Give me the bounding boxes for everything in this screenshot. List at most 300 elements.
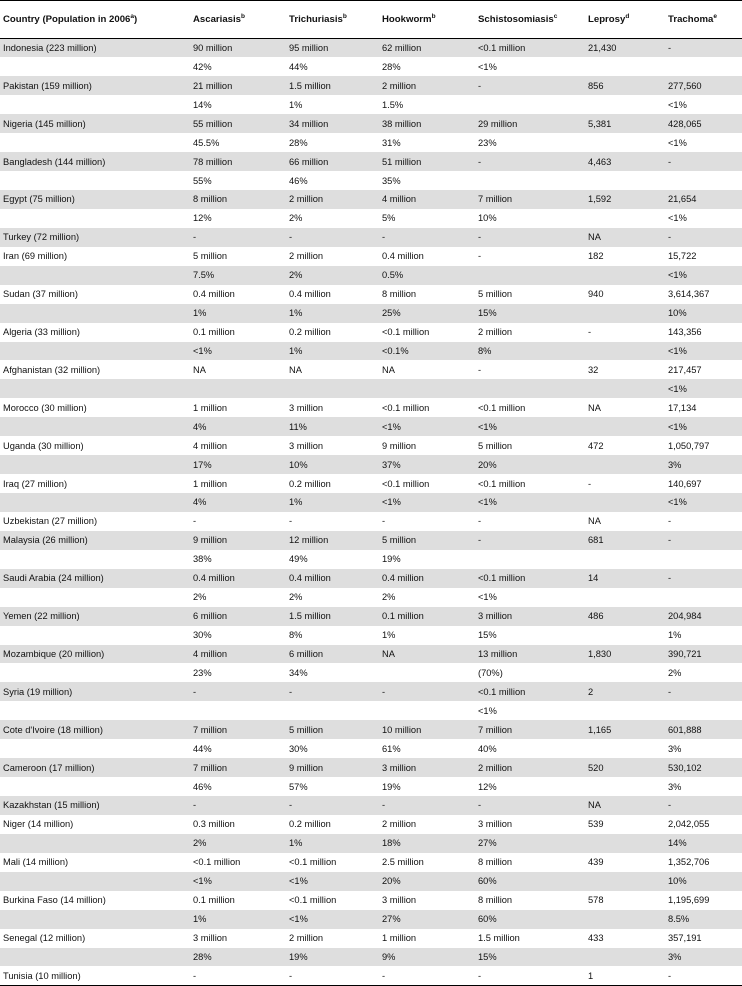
value-cell [475, 171, 585, 190]
value-cell: <1% [190, 342, 286, 361]
value-cell: <1% [286, 910, 379, 929]
value-cell: 681 [585, 531, 665, 550]
value-cell: 7 million [475, 190, 585, 209]
country-cell [0, 417, 190, 436]
value-cell: 10 million [379, 720, 475, 739]
value-cell: - [475, 531, 585, 550]
value-cell: <1% [668, 213, 687, 224]
value-cell: 1,050,797 [668, 440, 710, 451]
table-row [0, 739, 742, 758]
table-row [0, 209, 742, 228]
country-cell: Iraq (27 million) [3, 478, 68, 489]
value-cell [585, 304, 665, 323]
value-cell: 6 million [190, 607, 286, 626]
value-cell: 0.4 million [193, 289, 235, 300]
value-cell: 40% [478, 743, 497, 754]
value-cell: 1 million [382, 933, 417, 944]
value-cell: 4 million [190, 645, 286, 664]
value-cell: 10% [665, 304, 742, 323]
value-cell: - [286, 228, 379, 247]
country-cell [0, 663, 190, 682]
value-cell: 486 [585, 607, 665, 626]
value-cell: 472 [588, 440, 604, 451]
table-row [0, 360, 742, 379]
table-row [0, 626, 742, 645]
table-row [0, 645, 742, 664]
value-cell: 143,356 [668, 327, 702, 338]
table-row [0, 436, 742, 455]
value-cell: 439 [588, 857, 604, 868]
value-cell: NA [585, 228, 665, 247]
country-cell: Algeria (33 million) [3, 327, 80, 338]
value-cell: 19% [382, 554, 401, 565]
country-cell: Senegal (12 million) [3, 933, 86, 944]
value-cell: 42% [193, 61, 212, 72]
value-cell [475, 95, 585, 114]
value-cell [585, 701, 665, 720]
value-cell: 5 million [286, 720, 379, 739]
value-cell: 3% [665, 948, 742, 967]
value-cell: 2% [289, 592, 303, 603]
value-cell: 578 [588, 895, 604, 906]
value-cell: 4 million [193, 440, 228, 451]
country-cell: Sudan (37 million) [3, 289, 78, 300]
country-cell [0, 493, 190, 512]
value-cell: 13 million [475, 645, 585, 664]
value-cell: - [475, 796, 585, 815]
column-header: Leprosy$^d$ [585, 1, 665, 39]
value-cell [585, 948, 665, 967]
value-cell: 3 million [193, 933, 228, 944]
value-cell: - [475, 966, 585, 985]
value-cell [665, 171, 742, 190]
country-cell [0, 910, 190, 929]
value-cell [585, 379, 665, 398]
value-cell: <1% [478, 61, 497, 72]
value-cell: - [475, 76, 585, 95]
value-cell: 1.5 million [286, 607, 379, 626]
value-cell: 0.4 million [289, 289, 331, 300]
country-cell [0, 133, 190, 152]
country-cell: Afghanistan (32 million) [3, 364, 101, 375]
value-cell: <0.1 million [475, 569, 585, 588]
value-cell: - [478, 251, 482, 262]
value-cell: 1,592 [585, 190, 665, 209]
value-cell [585, 663, 665, 682]
country-cell [0, 455, 190, 474]
value-cell: 0.3 million [193, 819, 235, 830]
value-cell: 6 million [286, 645, 379, 664]
value-cell: 0.1 million [193, 895, 235, 906]
table-row [0, 531, 742, 550]
value-cell: - [475, 152, 585, 171]
value-cell: 140,697 [668, 478, 702, 489]
value-cell: <0.1 million [289, 857, 337, 868]
value-cell: - [478, 364, 482, 375]
value-cell: 1% [286, 342, 379, 361]
value-cell: 530,102 [665, 758, 742, 777]
value-cell: 8 million [190, 190, 286, 209]
country-cell [0, 57, 190, 76]
value-cell: NA [289, 364, 302, 375]
value-cell: - [193, 516, 197, 527]
value-cell: 9 million [382, 440, 417, 451]
value-cell: - [665, 682, 742, 701]
value-cell [585, 872, 665, 891]
value-cell: NA [585, 796, 665, 815]
value-cell [585, 417, 665, 436]
table-row [0, 777, 742, 796]
value-cell: - [665, 531, 742, 550]
column-header: Schistosomiasis$^c$ [475, 1, 585, 39]
value-cell: <0.1% [379, 342, 475, 361]
table-row [0, 663, 742, 682]
value-cell [585, 171, 665, 190]
value-cell: 23% [478, 137, 497, 148]
value-cell: <1% [668, 137, 687, 148]
value-cell: 7.5% [190, 266, 286, 285]
table-body [0, 39, 742, 986]
value-cell: 1% [286, 304, 379, 323]
value-cell: 2% [286, 266, 379, 285]
value-cell: 0.4 million [382, 251, 424, 262]
country-cell: Cote d'Ivoire (18 million) [0, 720, 190, 739]
value-cell: 12 million [286, 531, 379, 550]
value-cell: 0.1 million [193, 327, 235, 338]
country-cell [0, 95, 190, 114]
table-row [0, 588, 742, 607]
value-cell: 3 million [475, 607, 585, 626]
value-cell: 182 [588, 251, 604, 262]
country-cell [0, 777, 190, 796]
value-cell [585, 493, 665, 512]
value-cell: <1% [665, 417, 742, 436]
column-header: Trichuriasis$^b$ [286, 1, 379, 39]
value-cell: NA [588, 402, 601, 413]
value-cell: - [382, 516, 386, 527]
value-cell: 7 million [190, 720, 286, 739]
value-cell: 2,042,055 [668, 819, 710, 830]
table-row [0, 910, 742, 929]
value-cell: 57% [289, 781, 308, 792]
value-cell: 5 million [193, 251, 228, 262]
value-cell [585, 739, 665, 758]
value-cell: 9 million [190, 531, 286, 550]
value-cell: 44% [289, 61, 308, 72]
value-cell [286, 379, 379, 398]
value-cell [665, 550, 742, 569]
value-cell: 20% [379, 872, 475, 891]
value-cell: 1.5 million [478, 933, 520, 944]
value-cell [475, 266, 585, 285]
table-header-row [0, 1, 742, 39]
value-cell: - [379, 796, 475, 815]
value-cell: 3 million [289, 402, 324, 413]
country-cell [0, 209, 190, 228]
value-cell: 49% [289, 554, 308, 565]
value-cell [585, 209, 665, 228]
value-cell: 30% [193, 630, 212, 641]
column-header: Hookworm$^b$ [379, 1, 475, 39]
value-cell: 12% [193, 213, 212, 224]
table-row [0, 114, 742, 133]
value-cell: 2% [289, 213, 303, 224]
value-cell: 55 million [190, 114, 286, 133]
value-cell: 38% [193, 554, 212, 565]
value-cell: 34% [289, 667, 308, 678]
country-cell: Malaysia (26 million) [0, 531, 190, 550]
value-cell: 940 [588, 289, 604, 300]
value-cell: <1% [379, 493, 475, 512]
value-cell: 95 million [286, 39, 379, 58]
value-cell: NA [382, 364, 395, 375]
value-cell: 38 million [379, 114, 475, 133]
value-cell: - [665, 569, 742, 588]
table-row [0, 133, 742, 152]
country-cell [0, 588, 190, 607]
value-cell [665, 588, 742, 607]
table-row [0, 493, 742, 512]
value-cell: - [665, 796, 742, 815]
table-row [0, 474, 742, 493]
country-cell: Mozambique (20 million) [0, 645, 190, 664]
value-cell: 1,352,706 [668, 857, 710, 868]
table-row [0, 834, 742, 853]
value-cell [585, 588, 665, 607]
table-row [0, 872, 742, 891]
value-cell: 357,191 [668, 933, 702, 944]
country-cell: Kazakhstan (15 million) [0, 796, 190, 815]
value-cell: 520 [585, 758, 665, 777]
table-row [0, 304, 742, 323]
value-cell: 17% [190, 455, 286, 474]
value-cell [379, 701, 475, 720]
value-cell: 51 million [379, 152, 475, 171]
value-cell: 2 million [478, 327, 513, 338]
value-cell: 5 million [478, 440, 513, 451]
value-cell [585, 266, 665, 285]
country-cell: Turkey (72 million) [0, 228, 190, 247]
value-cell: 0.4 million [379, 569, 475, 588]
value-cell: 2 million [289, 251, 324, 262]
country-cell: Uzbekistan (27 million) [3, 516, 98, 527]
value-cell [190, 379, 286, 398]
value-cell: 15% [475, 948, 585, 967]
country-cell [0, 550, 190, 569]
value-cell: <0.1 million [475, 39, 585, 58]
value-cell [585, 910, 665, 929]
value-cell: 3,614,367 [668, 289, 710, 300]
value-cell: 12% [478, 781, 497, 792]
country-cell: Niger (14 million) [3, 819, 74, 830]
value-cell: 19% [286, 948, 379, 967]
country-cell: Uganda (30 million) [3, 440, 84, 451]
value-cell: 14% [193, 99, 212, 110]
value-cell: 0.2 million [289, 327, 331, 338]
value-cell: 34 million [286, 114, 379, 133]
value-cell: 19% [382, 781, 401, 792]
value-cell: 2% [668, 667, 682, 678]
value-cell: 20% [475, 455, 585, 474]
value-cell: - [379, 966, 475, 985]
value-cell: - [190, 796, 286, 815]
table-row [0, 512, 742, 531]
value-cell: 1% [286, 493, 379, 512]
value-cell [190, 701, 286, 720]
country-cell [0, 948, 190, 967]
value-cell: <1% [475, 493, 585, 512]
country-cell: Iran (69 million) [3, 251, 68, 262]
column-header: Ascariasis$^b$ [190, 1, 286, 39]
value-cell: 1 [585, 966, 665, 985]
value-cell [665, 701, 742, 720]
value-cell: NA [193, 364, 206, 375]
value-cell: - [588, 478, 592, 489]
value-cell: <1% [665, 379, 742, 398]
table-row [0, 758, 742, 777]
table-row [0, 891, 742, 910]
table-row [0, 39, 742, 58]
value-cell: 21,654 [665, 190, 742, 209]
value-cell: 3% [665, 455, 742, 474]
value-cell: NA [588, 516, 601, 527]
value-cell: 31% [382, 137, 401, 148]
table-row [0, 342, 742, 361]
value-cell: - [289, 516, 293, 527]
value-cell: 27% [379, 910, 475, 929]
value-cell: 1.5 million [286, 76, 379, 95]
value-cell: 5 million [379, 531, 475, 550]
value-cell [379, 379, 475, 398]
table-row [0, 379, 742, 398]
value-cell: 217,457 [668, 364, 702, 375]
value-cell: 9 million [286, 758, 379, 777]
table-row [0, 247, 742, 266]
value-cell: 1,830 [585, 645, 665, 664]
value-cell: (70%) [478, 667, 503, 678]
table-row [0, 228, 742, 247]
value-cell: <1% [478, 705, 497, 716]
value-cell: 46% [193, 781, 212, 792]
value-cell: 2 [585, 682, 665, 701]
value-cell: 0.4 million [190, 569, 286, 588]
value-cell: 7 million [190, 758, 286, 777]
value-cell: - [665, 39, 742, 58]
table-row [0, 796, 742, 815]
value-cell: 28% [382, 61, 401, 72]
country-cell [0, 701, 190, 720]
value-cell [585, 342, 665, 361]
value-cell [665, 57, 742, 76]
country-cell: Tunisia (10 million) [0, 966, 190, 985]
value-cell: NA [379, 645, 475, 664]
country-cell [0, 266, 190, 285]
value-cell [585, 626, 665, 645]
value-cell: 61% [382, 743, 401, 754]
country-cell [0, 171, 190, 190]
table-row [0, 171, 742, 190]
table-row [0, 266, 742, 285]
value-cell: 15,722 [668, 251, 697, 262]
value-cell: <0.1 million [382, 327, 430, 338]
value-cell: 2 million [379, 76, 475, 95]
table-row [0, 152, 742, 171]
table-row [0, 701, 742, 720]
value-cell: 3% [668, 781, 682, 792]
value-cell: 1% [382, 630, 396, 641]
value-cell: - [190, 966, 286, 985]
value-cell: 15% [478, 630, 497, 641]
value-cell: <0.1 million [382, 402, 430, 413]
value-cell: 44% [193, 743, 212, 754]
value-cell: 428,065 [665, 114, 742, 133]
value-cell: 1 million [193, 478, 228, 489]
country-cell [0, 626, 190, 645]
value-cell: 2% [382, 592, 396, 603]
value-cell [475, 379, 585, 398]
value-cell: 27% [475, 834, 585, 853]
value-cell: 9% [379, 948, 475, 967]
value-cell [379, 663, 475, 682]
country-cell: Pakistan (159 million) [0, 76, 190, 95]
value-cell: 29 million [475, 114, 585, 133]
table-row [0, 57, 742, 76]
value-cell: <0.1 million [478, 402, 526, 413]
value-cell: <1% [665, 266, 742, 285]
country-cell: Yemen (22 million) [0, 607, 190, 626]
value-cell: 10% [665, 872, 742, 891]
table-row [0, 455, 742, 474]
value-cell: 390,721 [665, 645, 742, 664]
value-cell: 8% [475, 342, 585, 361]
table-row [0, 323, 742, 342]
value-cell: 1% [286, 834, 379, 853]
value-cell: - [665, 228, 742, 247]
value-cell [585, 834, 665, 853]
value-cell: 10% [478, 213, 497, 224]
value-cell: - [379, 228, 475, 247]
value-cell: 3% [668, 743, 682, 754]
country-cell [0, 342, 190, 361]
value-cell: 60% [475, 910, 585, 929]
value-cell: 28% [289, 137, 308, 148]
value-cell: 66 million [286, 152, 379, 171]
value-cell: 28% [190, 948, 286, 967]
value-cell: 45.5% [193, 137, 220, 148]
table-row [0, 966, 742, 985]
value-cell: 62 million [379, 39, 475, 58]
table-row [0, 76, 742, 95]
value-cell: 856 [585, 76, 665, 95]
value-cell: 35% [382, 175, 401, 186]
value-cell: <1% [379, 417, 475, 436]
country-cell [0, 872, 190, 891]
value-cell: 5 million [478, 289, 513, 300]
value-cell: 17,134 [668, 402, 697, 413]
country-cell: Burkina Faso (14 million) [3, 895, 106, 906]
value-cell: 25% [379, 304, 475, 323]
value-cell [286, 701, 379, 720]
value-cell: 7 million [475, 720, 585, 739]
value-cell: 2 million [382, 819, 417, 830]
table-row [0, 569, 742, 588]
value-cell [585, 455, 665, 474]
country-cell: Indonesia (223 million) [0, 39, 190, 58]
value-cell: 3 million [379, 758, 475, 777]
value-cell: <0.1 million [289, 895, 337, 906]
table-row [0, 682, 742, 701]
value-cell: 1,165 [585, 720, 665, 739]
